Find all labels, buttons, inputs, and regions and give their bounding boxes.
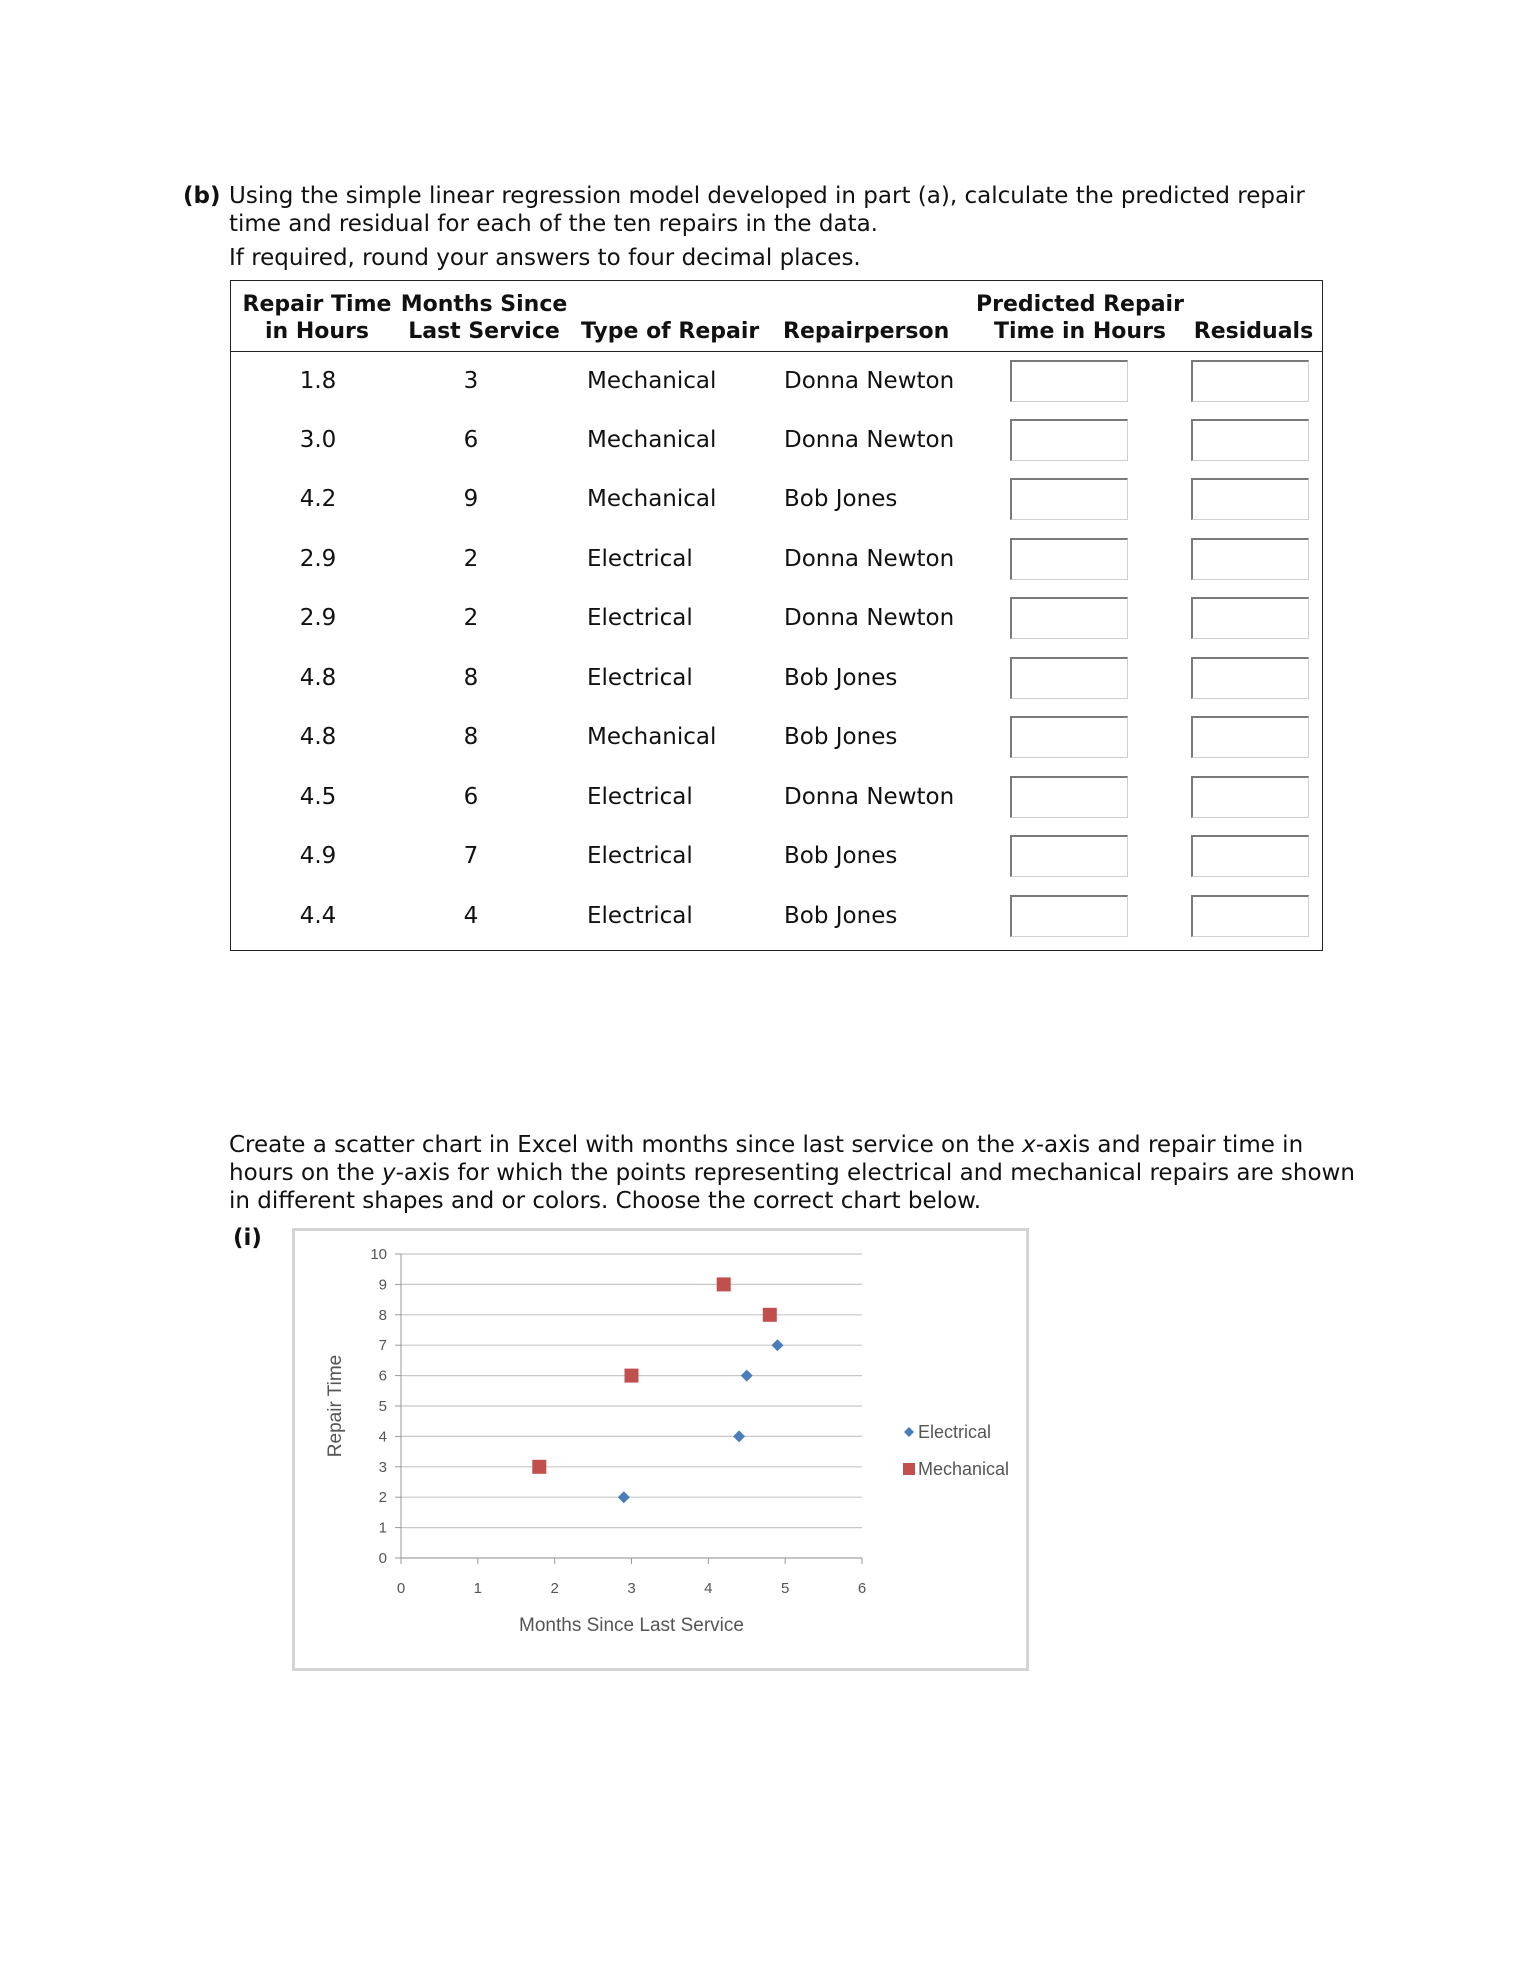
mechanical-point	[763, 1308, 777, 1322]
cell-repairperson: Donna Newton	[784, 546, 955, 572]
predicted-input[interactable]	[1010, 419, 1128, 461]
table-row	[231, 360, 1322, 419]
cell-type: Electrical	[587, 843, 693, 869]
predicted-input[interactable]	[1010, 597, 1128, 639]
cell-months: 3	[463, 368, 479, 394]
predicted-input[interactable]	[1010, 657, 1128, 699]
cell-repair-time: 2.9	[299, 546, 337, 572]
residual-input[interactable]	[1191, 478, 1309, 520]
residual-input[interactable]	[1191, 419, 1309, 461]
mechanical-point	[532, 1460, 546, 1474]
y-tick-label: 1	[378, 1519, 387, 1537]
predicted-input[interactable]	[1010, 776, 1128, 818]
legend-mechanical-marker	[903, 1463, 915, 1475]
x-tick-label: 0	[396, 1580, 406, 1597]
cell-repairperson: Bob Jones	[784, 665, 898, 691]
cell-type: Mechanical	[587, 724, 717, 750]
cell-months: 4	[463, 903, 479, 929]
cell-repair-time: 4.2	[299, 486, 337, 512]
legend-electrical-label: Electrical	[918, 1422, 992, 1442]
residual-input[interactable]	[1191, 895, 1309, 937]
table-row	[231, 419, 1322, 478]
header-repairperson: Repairperson	[783, 319, 950, 344]
cell-repairperson: Donna Newton	[784, 784, 955, 810]
y-tick-label: 10	[370, 1246, 387, 1263]
y-tick-label: 3	[378, 1458, 387, 1476]
x-tick-label: 2	[550, 1580, 559, 1597]
cell-repair-time: 4.9	[299, 843, 337, 869]
cell-type: Electrical	[587, 605, 693, 631]
cell-repair-time: 2.9	[299, 605, 337, 631]
cell-repairperson: Donna Newton	[784, 368, 955, 394]
header-months-line2: Last Service	[408, 319, 560, 344]
cell-type: Mechanical	[587, 486, 717, 512]
y-tick-label: 6	[378, 1367, 387, 1385]
question-text: Using the simple linear regression model developed in part (a), calculate the predicted repair time and residual for each of the ten repairs in the data.	[229, 183, 1305, 237]
x-tick-label: 3	[627, 1580, 636, 1597]
cell-repairperson: Bob Jones	[784, 903, 898, 929]
residual-input[interactable]	[1191, 835, 1309, 877]
y-tick-label: 8	[378, 1306, 387, 1324]
cell-months: 8	[463, 665, 479, 691]
residual-input[interactable]	[1191, 360, 1309, 402]
predicted-input[interactable]	[1010, 478, 1128, 520]
header-predicted: Predicted Repair	[976, 292, 1184, 317]
chart-instruction	[229, 1131, 1359, 1215]
y-tick-label: 7	[378, 1337, 387, 1355]
x-tick-label: 1	[473, 1580, 483, 1597]
cell-repairperson: Donna Newton	[784, 605, 955, 631]
header-predicted-line2: Time in Hours	[993, 319, 1167, 344]
residual-input[interactable]	[1191, 657, 1309, 699]
legend-mechanical-label: Mechanical	[918, 1459, 1010, 1479]
instruction-part-2: -axis and repair time in hours on the	[229, 1132, 1304, 1186]
header-residuals: Residuals	[1193, 319, 1314, 344]
table-row	[231, 716, 1322, 775]
cell-repairperson: Bob Jones	[784, 486, 898, 512]
cell-months: 6	[463, 784, 479, 810]
scatter-chart-option[interactable]	[292, 1228, 1029, 1671]
predicted-input[interactable]	[1010, 538, 1128, 580]
instruction-part-3: -axis for which the points representing electrical and mechanical repairs are shown in different shapes and or colors. Choose the correct chart below.	[229, 1160, 1355, 1214]
cell-months: 8	[463, 724, 479, 750]
scatter-chart-svg	[295, 1231, 1026, 1668]
mechanical-point	[717, 1277, 731, 1291]
header-repair-time: Repair Time	[242, 292, 392, 317]
cell-months: 6	[463, 427, 479, 453]
predicted-input[interactable]	[1010, 895, 1128, 937]
cell-repairperson: Bob Jones	[784, 843, 898, 869]
cell-repairperson: Bob Jones	[784, 724, 898, 750]
cell-type: Electrical	[587, 665, 693, 691]
y-tick-label: 5	[378, 1398, 387, 1415]
cell-repair-time: 4.8	[299, 724, 337, 750]
header-divider	[231, 351, 1322, 352]
y-tick-label: 4	[378, 1428, 387, 1446]
cell-repair-time: 3.0	[299, 427, 337, 453]
cell-repair-time: 4.8	[299, 665, 337, 691]
header-months: Months Since	[400, 292, 568, 317]
residual-input[interactable]	[1191, 538, 1309, 580]
residual-input[interactable]	[1191, 776, 1309, 818]
cell-months: 7	[463, 843, 479, 869]
x-axis-title: Months Since Last Service	[519, 1615, 744, 1636]
table-row	[231, 538, 1322, 597]
electrical-point	[741, 1370, 753, 1382]
question-header	[183, 182, 1363, 238]
predicted-input[interactable]	[1010, 835, 1128, 877]
residual-input[interactable]	[1191, 597, 1309, 639]
predicted-input[interactable]	[1010, 716, 1128, 758]
residual-input[interactable]	[1191, 716, 1309, 758]
cell-repair-time: 4.5	[299, 784, 337, 810]
table-row	[231, 776, 1322, 835]
instruction-y-var: y	[382, 1160, 396, 1186]
header-type-of-repair: Type of Repair	[581, 319, 760, 344]
table-row	[231, 895, 1322, 954]
predicted-input[interactable]	[1010, 360, 1128, 402]
cell-repair-time: 1.8	[299, 368, 337, 394]
rounding-note: If required, round your answers to four decimal places.	[229, 245, 861, 271]
mechanical-point	[625, 1369, 639, 1383]
electrical-point	[733, 1430, 745, 1442]
table-row	[231, 597, 1322, 656]
cell-repair-time: 4.4	[299, 903, 337, 929]
cell-type: Electrical	[587, 546, 693, 572]
electrical-point	[618, 1491, 630, 1503]
instruction-x-var: x	[1022, 1132, 1036, 1158]
cell-months: 9	[463, 486, 479, 512]
table-row	[231, 478, 1322, 537]
cell-type: Mechanical	[587, 368, 717, 394]
y-tick-label: 2	[378, 1489, 387, 1507]
question-part-label: (b)	[183, 183, 221, 209]
option-label[interactable]: (i)	[233, 1225, 262, 1251]
y-tick-label: 0	[378, 1550, 387, 1567]
cell-type: Electrical	[587, 784, 693, 810]
cell-months: 2	[463, 546, 479, 572]
x-tick-label: 4	[704, 1580, 713, 1597]
table-row	[231, 657, 1322, 716]
cell-type: Electrical	[587, 903, 693, 929]
repair-data-table	[230, 280, 1323, 951]
instruction-part-1: Create a scatter chart in Excel with months since last service on the	[229, 1132, 1023, 1158]
y-axis-title: Repair Time	[325, 1354, 346, 1458]
electrical-point	[771, 1339, 783, 1351]
legend-electrical-marker	[904, 1427, 914, 1437]
x-tick-label: 5	[780, 1580, 790, 1597]
cell-type: Mechanical	[587, 427, 717, 453]
y-tick-label: 9	[378, 1276, 387, 1294]
x-tick-label: 6	[857, 1580, 867, 1597]
cell-months: 2	[463, 605, 479, 631]
table-row	[231, 835, 1322, 894]
header-repair-time-line2: in Hours	[265, 319, 369, 344]
cell-repairperson: Donna Newton	[784, 427, 955, 453]
